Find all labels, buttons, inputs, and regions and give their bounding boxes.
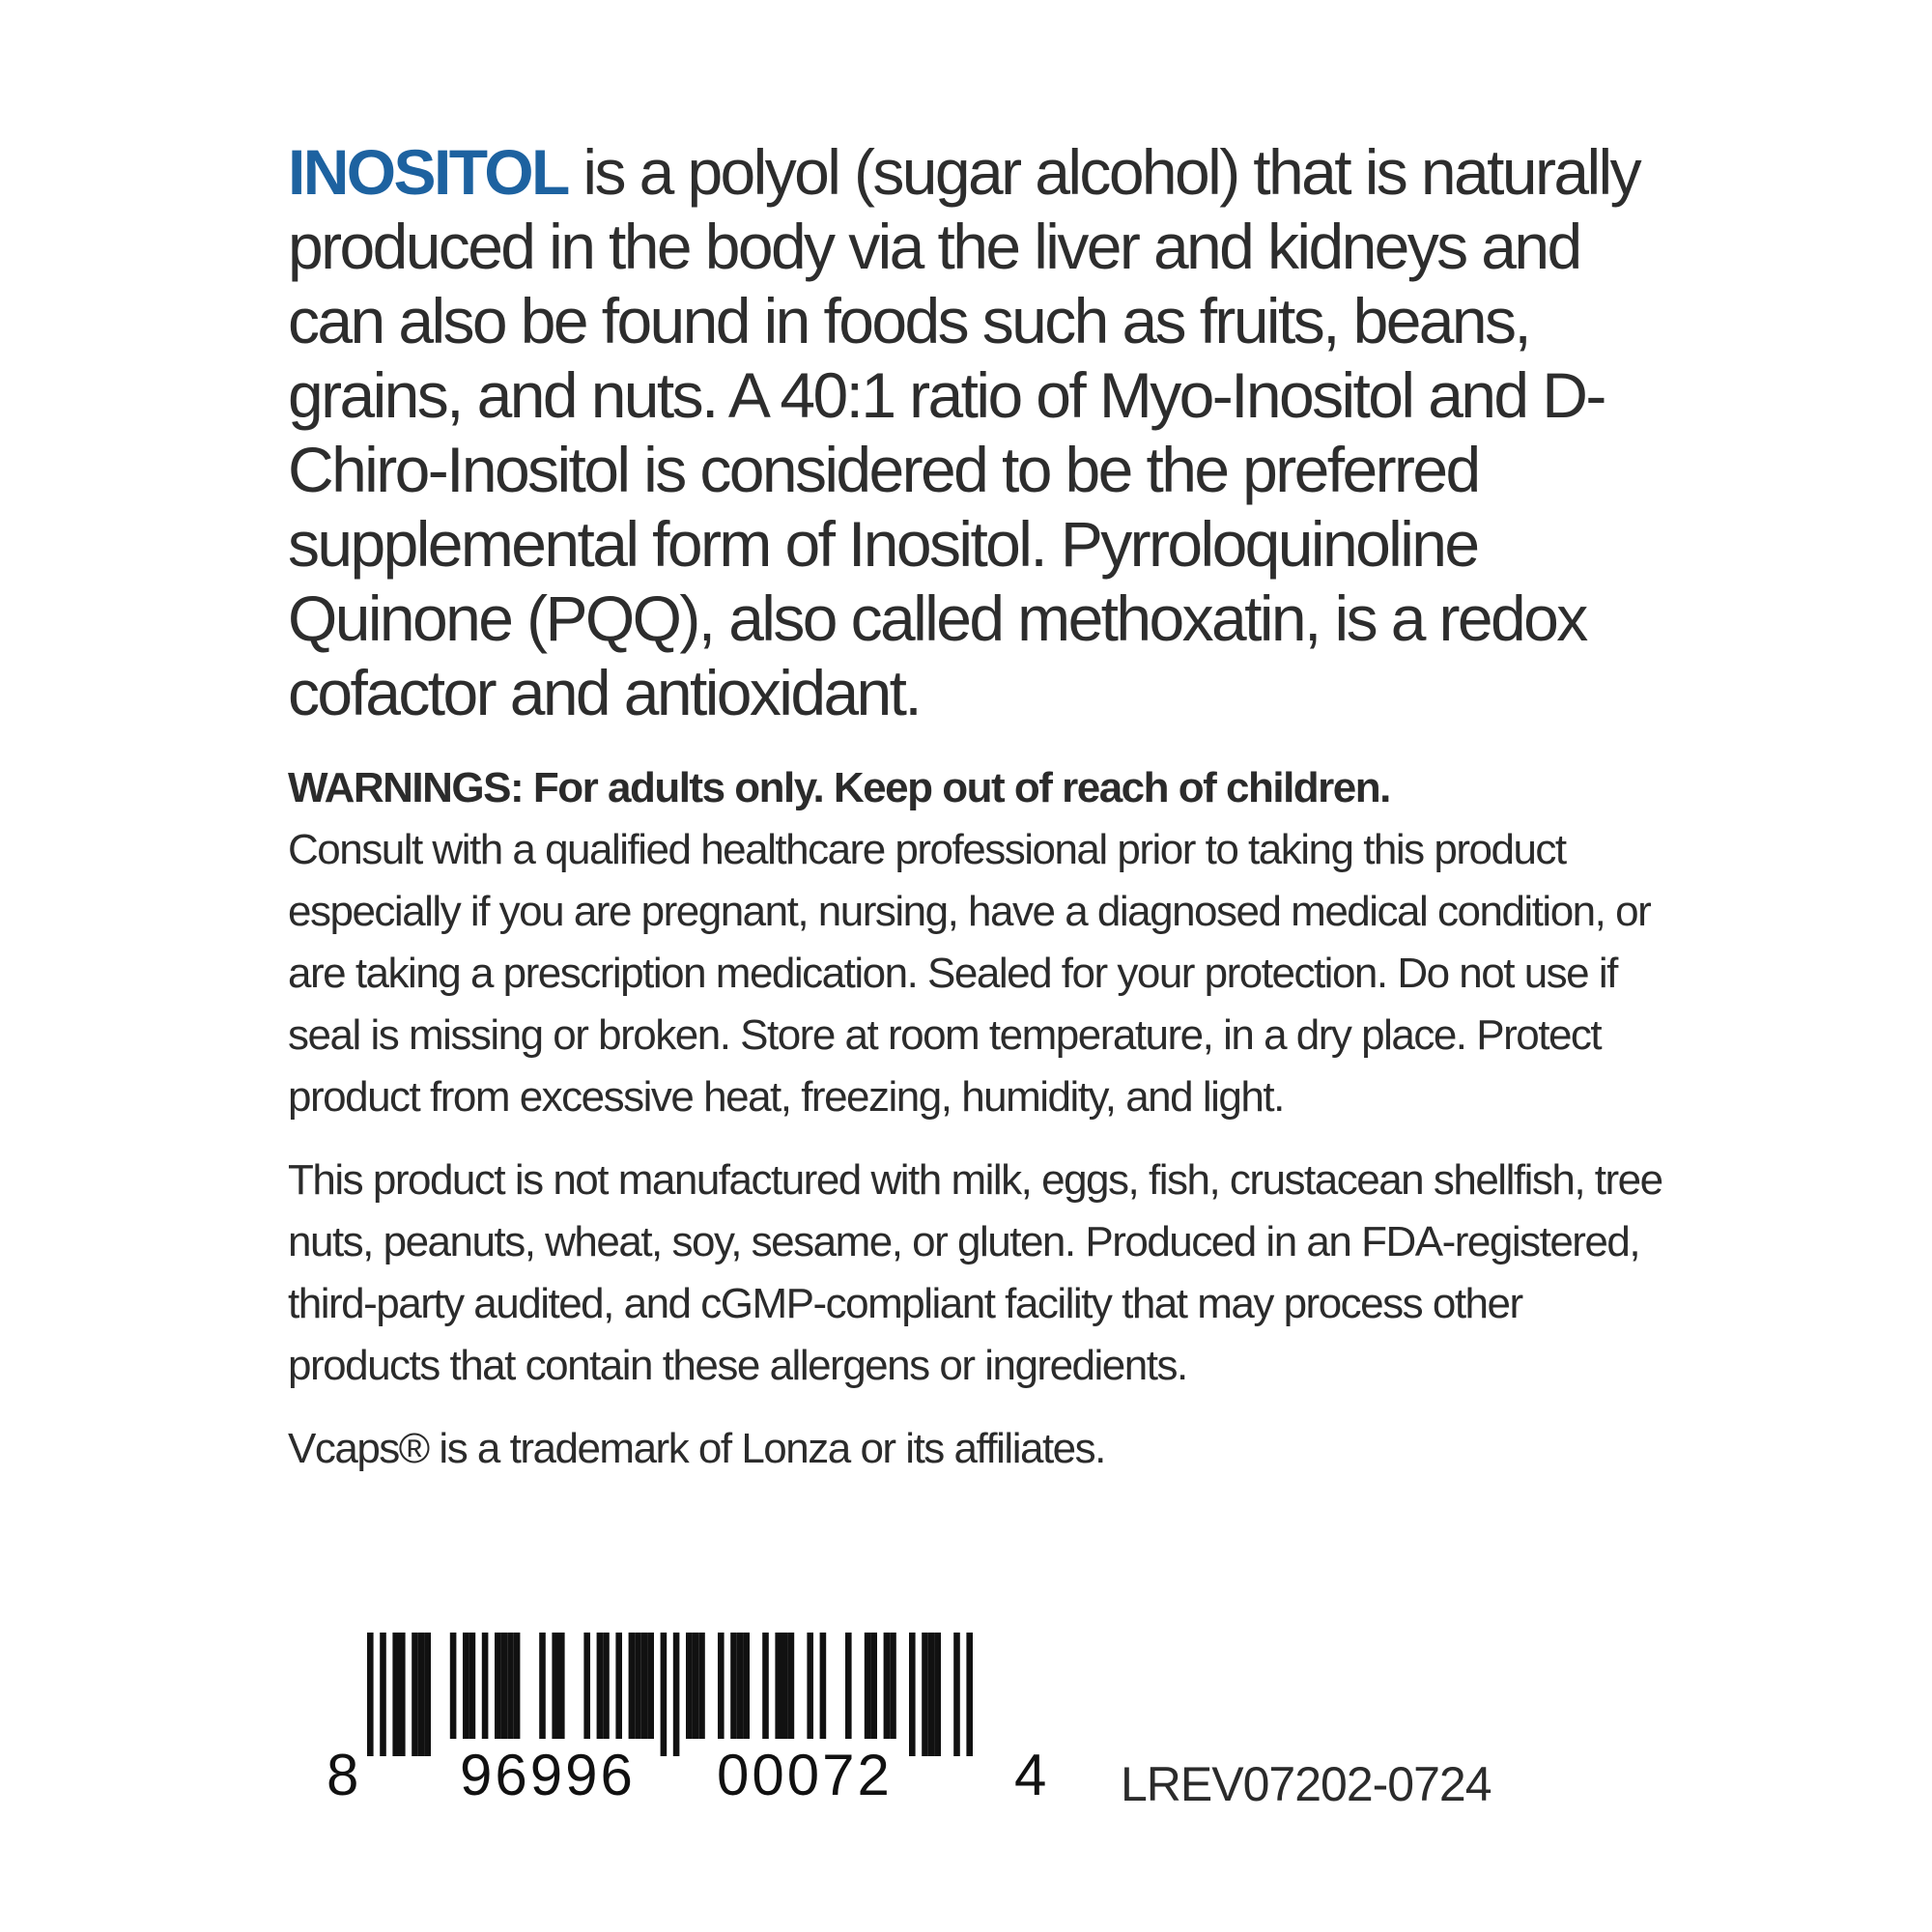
warnings-section [288, 757, 1679, 1128]
barcode-bars [319, 1633, 1053, 1806]
barcode-bar-10 [482, 1633, 489, 1739]
barcode-bar-49 [934, 1633, 941, 1756]
barcode-bar-47 [922, 1633, 928, 1756]
barcode-bar-41 [845, 1633, 852, 1739]
barcode-bar-4 [412, 1633, 418, 1756]
barcode-bar-5 [418, 1633, 425, 1756]
barcode-bar-37 [781, 1633, 788, 1739]
barcode-bar-27 [673, 1633, 680, 1756]
barcode-bar-32 [730, 1633, 737, 1739]
barcode-bar-51 [966, 1633, 973, 1756]
barcode-bar-44 [884, 1633, 891, 1739]
barcode-bar-24 [641, 1633, 648, 1739]
barcode-bar-23 [635, 1633, 641, 1739]
barcode-bar-36 [775, 1633, 781, 1739]
barcode-bar-30 [698, 1633, 705, 1739]
barcode-bar-2 [392, 1633, 399, 1756]
upc-barcode [319, 1633, 1053, 1806]
barcode-bar-15 [539, 1633, 546, 1739]
barcode-bar-50 [953, 1633, 960, 1756]
barcode-left-digits: 96996 [460, 1743, 636, 1807]
barcode-system-digit: 8 [327, 1743, 359, 1807]
barcode-bar-22 [629, 1633, 636, 1739]
barcode-bar-25 [647, 1633, 654, 1739]
barcode-bar-19 [597, 1633, 604, 1739]
barcode-bar-46 [909, 1633, 916, 1756]
barcode-bar-20 [603, 1633, 610, 1739]
barcode-bar-42 [865, 1633, 871, 1739]
barcode-bar-29 [693, 1633, 699, 1739]
barcode-bar-9 [469, 1633, 476, 1739]
barcode-bar-8 [463, 1633, 469, 1739]
barcode-bar-26 [661, 1633, 668, 1756]
revision-code: LREV07202-0724 [1121, 1757, 1492, 1811]
barcode-bar-6 [424, 1633, 431, 1756]
product-name: INOSITOL [288, 136, 568, 208]
barcode-bar-38 [788, 1633, 795, 1739]
allergen-statement: This product is not manufactured with milk, eggs, fish, crustacean shellfish, tree nuts, peanuts, wheat, soy, sesame, or gluten. Produced in an FDA-registered, third-party audited, and cGMP-compliant facility that may process other products that contain these allergens or ingredients. [288, 1156, 1662, 1389]
barcode-check-digit: 4 [1014, 1743, 1047, 1807]
product-description [288, 135, 1679, 730]
barcode-bar-13 [507, 1633, 514, 1739]
barcode-bar-40 [820, 1633, 827, 1739]
barcode-bar-21 [615, 1633, 622, 1739]
barcode-bar-34 [743, 1633, 750, 1739]
barcode-bar-3 [399, 1633, 406, 1756]
barcode-bar-28 [686, 1633, 693, 1739]
barcode-bar-35 [762, 1633, 769, 1739]
barcode-bar-12 [501, 1633, 508, 1739]
barcode-bar-18 [583, 1633, 590, 1739]
barcode-bar-33 [737, 1633, 744, 1739]
warnings-text: Consult with a qualified healthcare professional prior to taking this product especially if you are pregnant, nursing, have a diagnosed medical condition, or are taking a prescription medication. Sealed for your protection. Do not use if seal is missing or broken. Store at room temperature, in a dry place. Protect product from excessive heat, freezing, humidity, and light. [288, 826, 1651, 1121]
barcode-right-digits: 00072 [717, 1743, 893, 1807]
warnings-heading: WARNINGS: For adults only. Keep out of reach of children. [288, 764, 1390, 811]
barcode-bar-43 [870, 1633, 877, 1739]
barcode-bar-7 [450, 1633, 457, 1739]
barcode-bar-48 [928, 1633, 935, 1756]
barcode-bar-45 [890, 1633, 896, 1739]
barcode-bar-14 [514, 1633, 521, 1739]
barcode-bar-0 [367, 1633, 374, 1756]
barcode-bar-17 [558, 1633, 565, 1739]
barcode-bar-11 [495, 1633, 501, 1739]
barcode-bar-1 [380, 1633, 386, 1756]
barcode-bar-16 [552, 1633, 558, 1739]
barcode-bar-31 [718, 1633, 724, 1739]
product-description-text: is a polyol (sugar alcohol) that is naturally produced in the body via the liver and kidneys and can also be found in foods such as fruits, beans, grains, and nuts. A 40:1 ratio of Myo-Inositol and D-Chiro-Inositol is considered to be the preferred supplemental form of Inositol. Pyrroloquinoline Quinone (PQQ), also called methoxatin, is a redox cofactor and antioxidant. [288, 136, 1639, 728]
barcode-bar-39 [807, 1633, 813, 1739]
label-text-panel [288, 135, 1679, 1480]
trademark-note: Vcaps® is a trademark of Lonza or its affiliates. [288, 1425, 1105, 1472]
